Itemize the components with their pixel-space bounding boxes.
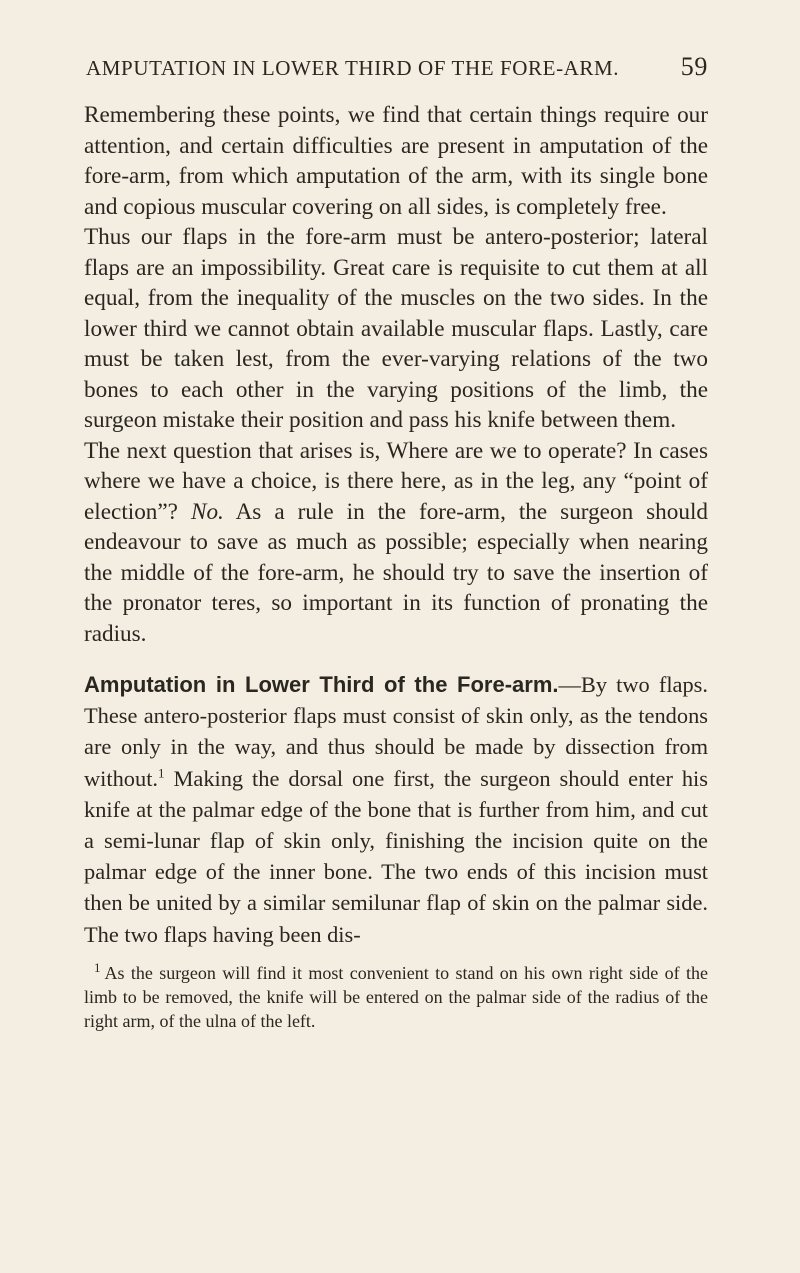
footnote-mark: 1 [94,959,101,975]
book-page [84,52,708,1033]
paragraph-3 [84,436,708,650]
page-number: 59 [680,52,708,81]
paragraph-3-after: As a rule in the fore-arm, the surgeon should endeavour to save as much as possible; especially when nearing the middle of the fore-arm, he should try to save the insertion of the pronator teres, so important in its function of pronating the radius. [84,498,708,647]
running-head [86,52,708,92]
footnote-reference[interactable]: 1 [158,765,165,781]
footnote-text: As the surgeon will find it most convenient to stand on his own right side of the limb to be removed, the knife will be entered on the palmar side of the radius of the right arm, of the ulna of the left. [84,962,708,1031]
paragraph-2: Thus our flaps in the fore-arm must be antero-posterior; lateral flaps are an impossibility. Great care is requisite to cut them at all equal, from the inequality of the muscles on the two sides. In the lower third we cannot obtain available muscular flaps. Lastly, care must be taken lest, from the ever-varying relations of the two bones to each other in the varying positions of the limb, the surgeon mistake their position and pass his knife between them. [84,224,708,433]
paragraph-1: Remembering these points, we find that certain things require our attention, and certain difficulties are present in amputation of the fore-arm, from which amputation of the arm, with its single bone and copious muscular covering on all sides, is completely free. [84,102,708,220]
paragraph-3-emphasis: No. [190,498,224,525]
section-text-before-note: —By two flaps. These antero-posterior flaps must consist of skin only, as the tendons are only in the way, and thus should be made by dissection from without. [84,672,708,791]
section-amputation-lower-third [84,669,708,950]
section-heading: Amputation in Lower Third of the Fore-arm. [84,672,559,697]
section-text-after-note: Making the dorsal one first, the surgeon should enter his knife at the palmar edge of the bone that is further from him, and cut a semi-lunar flap of skin only, finishing the incision quite on the palmar edge of the inner bone. The two ends of this incision must then be united by a similar semilunar flap of skin on the palmar side. The two flaps having been dis- [84,765,708,947]
footnote [84,956,708,1033]
body-text [84,100,708,649]
paragraph-3-before: The next question that arises is, Where are we to operate? In cases where we have a choice, is there here, as in the leg, any “point of election”? [84,437,708,525]
running-head-title: AMPUTATION IN LOWER THIRD OF THE FORE-ARM. [86,56,620,80]
